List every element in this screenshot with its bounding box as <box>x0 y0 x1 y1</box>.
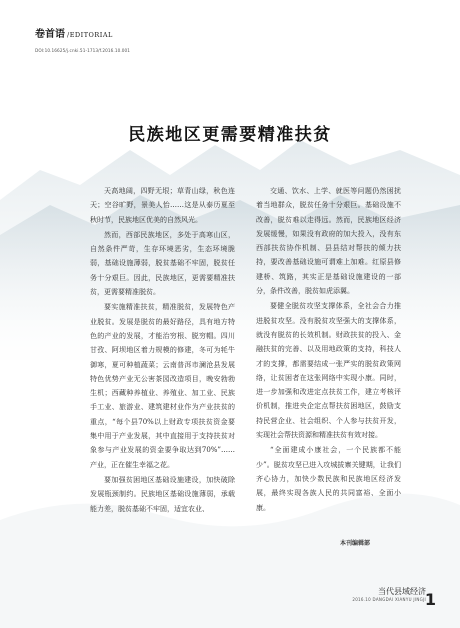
article-column-right <box>256 184 401 516</box>
section-title: 卷首语 <box>35 29 65 40</box>
section-heading <box>35 25 130 40</box>
paragraph: 交通、饮水、上学、就医等问题仍然困扰着当地群众，脱贫任务十分艰巨。基础设施不改善，脱贫难以走得远。然而，民族地区经济发展缓慢，如果没有政府的加大投入，没有东西部扶贫协作机制、县县结对帮扶的倾力扶持，要改善基础设施可谓难上加难。红原县修建桥、筑路，其实正是基础设施建设的一部分，条件改善，脱贫如虎添翼。 <box>256 187 401 296</box>
article-author: 本刊编辑部 <box>340 540 371 547</box>
journal-section-header <box>35 25 130 53</box>
paragraph: 天高地阔，四野无垠；草青山绿，秋色连天；空谷旷野，景美人怡……这是从泰历夏至秋时节，民族地区优美的自然风光。 <box>90 187 235 224</box>
journal-english-issue: 2016.10 DANGDAI XIANYU JINGJI <box>352 597 426 602</box>
doi-line: DOI:10.16625/j.cnki.51-1713/f.2016.10.001 <box>35 48 131 53</box>
article-title: 民族地区更需要精准扶贫 <box>128 125 332 145</box>
paragraph: 要加强贫困地区基础设施建设，加快破除发展瓶颈制约。民族地区基础设施薄弱，承载能力差，脱贫基础不牢固，适宜农业、 <box>90 475 235 513</box>
paragraph: “全面建成小康社会，一个民族都不能少”。脱贫攻坚已进入攻城拔寨关键期，让我们齐心协力，加快少数民族和民族地区经济发展，最终实现各族人民的共同富裕、全面小康。 <box>256 446 401 512</box>
page-footer <box>352 587 426 603</box>
paragraph: 要实施精准扶贫，精准脱贫，发展特色产业脱贫。发展是脱贫的最好路径，具有地方特色的产业的发展，才能治穷根、脱穷帽。四川甘孜、阿坝地区着力规模的修建，冬可为牦牛御寒，夏可种植蔬菜；云南普洱市澜沧县发展特色优势产业无公害茶园改造项目，晚安勃勃生机；西藏种养植业、养殖业、加工业、民族手工业、旅游业、建筑建材业作为产业扶贫的重点，“每个县70%以上财政专项扶贫资金要集中用于产业发展，其中直接用于支持扶贫对象参与产业发展的资金要争取达到70%”……产业，正在催生幸福之花。 <box>90 303 235 469</box>
section-english-label: /EDITORIAL <box>67 31 113 39</box>
article-column-left <box>90 184 235 517</box>
journal-name: 当代县域经济 <box>378 587 426 596</box>
paragraph: 然而，西部民族地区，多处于高寒山区，自然条件严苛，生存环境恶劣，生态环境脆弱，基础设施薄弱，脱贫基础不牢固，脱贫任务十分艰巨。因此，民族地区，更需要精准扶贫，更需要精准脱贫。 <box>90 230 235 297</box>
page-number: 1 <box>424 590 436 609</box>
paragraph: 要健全脱贫攻坚支撑体系，全社会合力推进脱贫攻坚。没有脱贫攻坚强大的支撑体系，就没有脱贫的长效机制。财政扶贫的投入、金融扶贫的完善、以及用地政策的支持，科技人才的支撑，都需要结成一张严实的脱贫政策网络，让贫困者在这张网络中实现小康。同时，进一步加强和改进定点扶贫工作，建立考核评价机制，推进央企定点帮扶贫困地区，鼓励支持民营企业、社会组织、个人参与扶贫开发，实现社会帮扶资源和精准扶贫有效对接。 <box>256 302 401 440</box>
